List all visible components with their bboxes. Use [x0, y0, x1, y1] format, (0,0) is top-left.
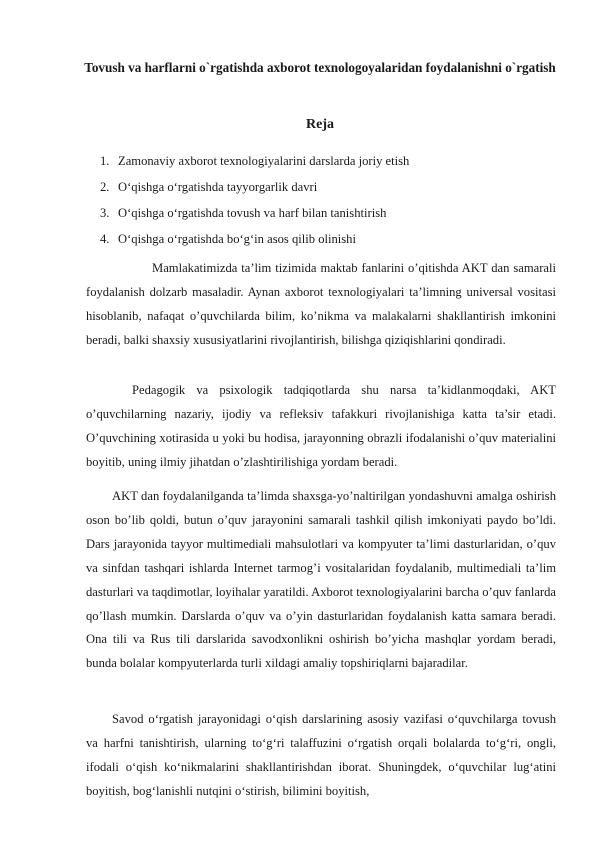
- body-paragraph: Mamlakatimizda ta’lim tizimida maktab fanlarini o’qitishda AKT dan samarali foydalanish dolzarb masaladir. Aynan axborot texnologiyalari ta’limning universal vositasi hisoblanib, nafaqat o’quvchilarda bilim, ko’nikma va malakalarni shakllantirish imkonini beradi, balki shaxsiy xususiyatlarini rivojlantirish, bilishga qiziqishlarini qondiradi.: [86, 261, 556, 347]
- plan-item: [100, 177, 409, 203]
- plan-item-text: O‘qishga o‘rgatishda tovush va harf bilan tanishtirish: [118, 206, 387, 220]
- plan-item-text: Zamonaviy axborot texnologiyalarini darslarda joriy etish: [118, 154, 410, 168]
- body-paragraph: AKT dan foydalanilganda ta’limda shaxsga-yo’naltirilgan yondashuvni amalga oshirish oson bo’lib qoldi, butun o’quv jarayonini samarali tashkil qilish imkoniyati paydo bo’ldi. Dars jarayonida tayyor multimediali mahsulotlari va kompyuter ta’limi dasturlaridan, o’quv va sinfdan tashqari ishlarda Internet tarmog’i vositalaridan foydalanib, multimediali ta’lim dasturlari va taqdimotlar, loyihalar yaratildi. Axborot texnologiyalarini barcha o’quv fanlarda qo’llash mumkin. Darslarda o’quv va o’yin dasturlaridan foydalanish katta samara beradi. Ona tili va Rus tili darslarida savodxonlikni oshirish bo’yicha mashqlar yordam beradi, bunda bolalar kompyuterlarda turli xildagi amaliy topshiriqlarni bajaradilar.: [86, 489, 556, 671]
- plan-item-number: 2.: [100, 180, 110, 194]
- plan-item: [100, 229, 409, 255]
- body-paragraph: Pedagogik va psixologik tadqiqotlarda shu narsa ta’kidlanmoqdaki, AKT o’quvchilarning nazariy, ijodiy va refleksiv tafakkuri rivojlanishiga katta ta’sir etadi. O’quvchining xotirasida u yoki bu hodisa, jarayonning obrazli ifodalanishi o’quv materialini boyitib, uning ilmiy jihatdan o’zlashtirilishiga yordam beradi.: [86, 383, 556, 469]
- plan-item-text: O‘qishga o‘rgatishda tayyorgarlik davri: [118, 180, 318, 194]
- plan-list: [100, 151, 409, 255]
- plan-item-number: 3.: [100, 206, 110, 220]
- plan-heading: Reja: [306, 117, 334, 132]
- document-title: Tovush va harflarni o`rgatishda axborot texnologoyalaridan foydalanishni o`rgatish: [84, 60, 556, 75]
- plan-item-number: 4.: [100, 232, 110, 246]
- body-paragraph: Savod o‘rgatish jarayonidagi o‘qish darslarining asosiy vazifasi o‘quvchilarga tovush va harfni tanishtirish, ularning to‘g‘ri talaffuzini o‘rgatish orqali bolalarda to‘g‘ri, ongli, ifodali o‘qish ko‘nikmalarini shakllantirishdan iborat. Shuningdek, o‘quvchilar lug‘atini boyitish, bog‘lanishli nutqini o‘stirish, bilimini boyitish,: [86, 712, 556, 798]
- plan-item-text: O‘qishga o‘rgatishda bo‘g‘in asos qilib olinishi: [118, 232, 356, 246]
- plan-item-number: 1.: [100, 154, 110, 168]
- plan-item: [100, 203, 409, 229]
- plan-item: [100, 151, 409, 177]
